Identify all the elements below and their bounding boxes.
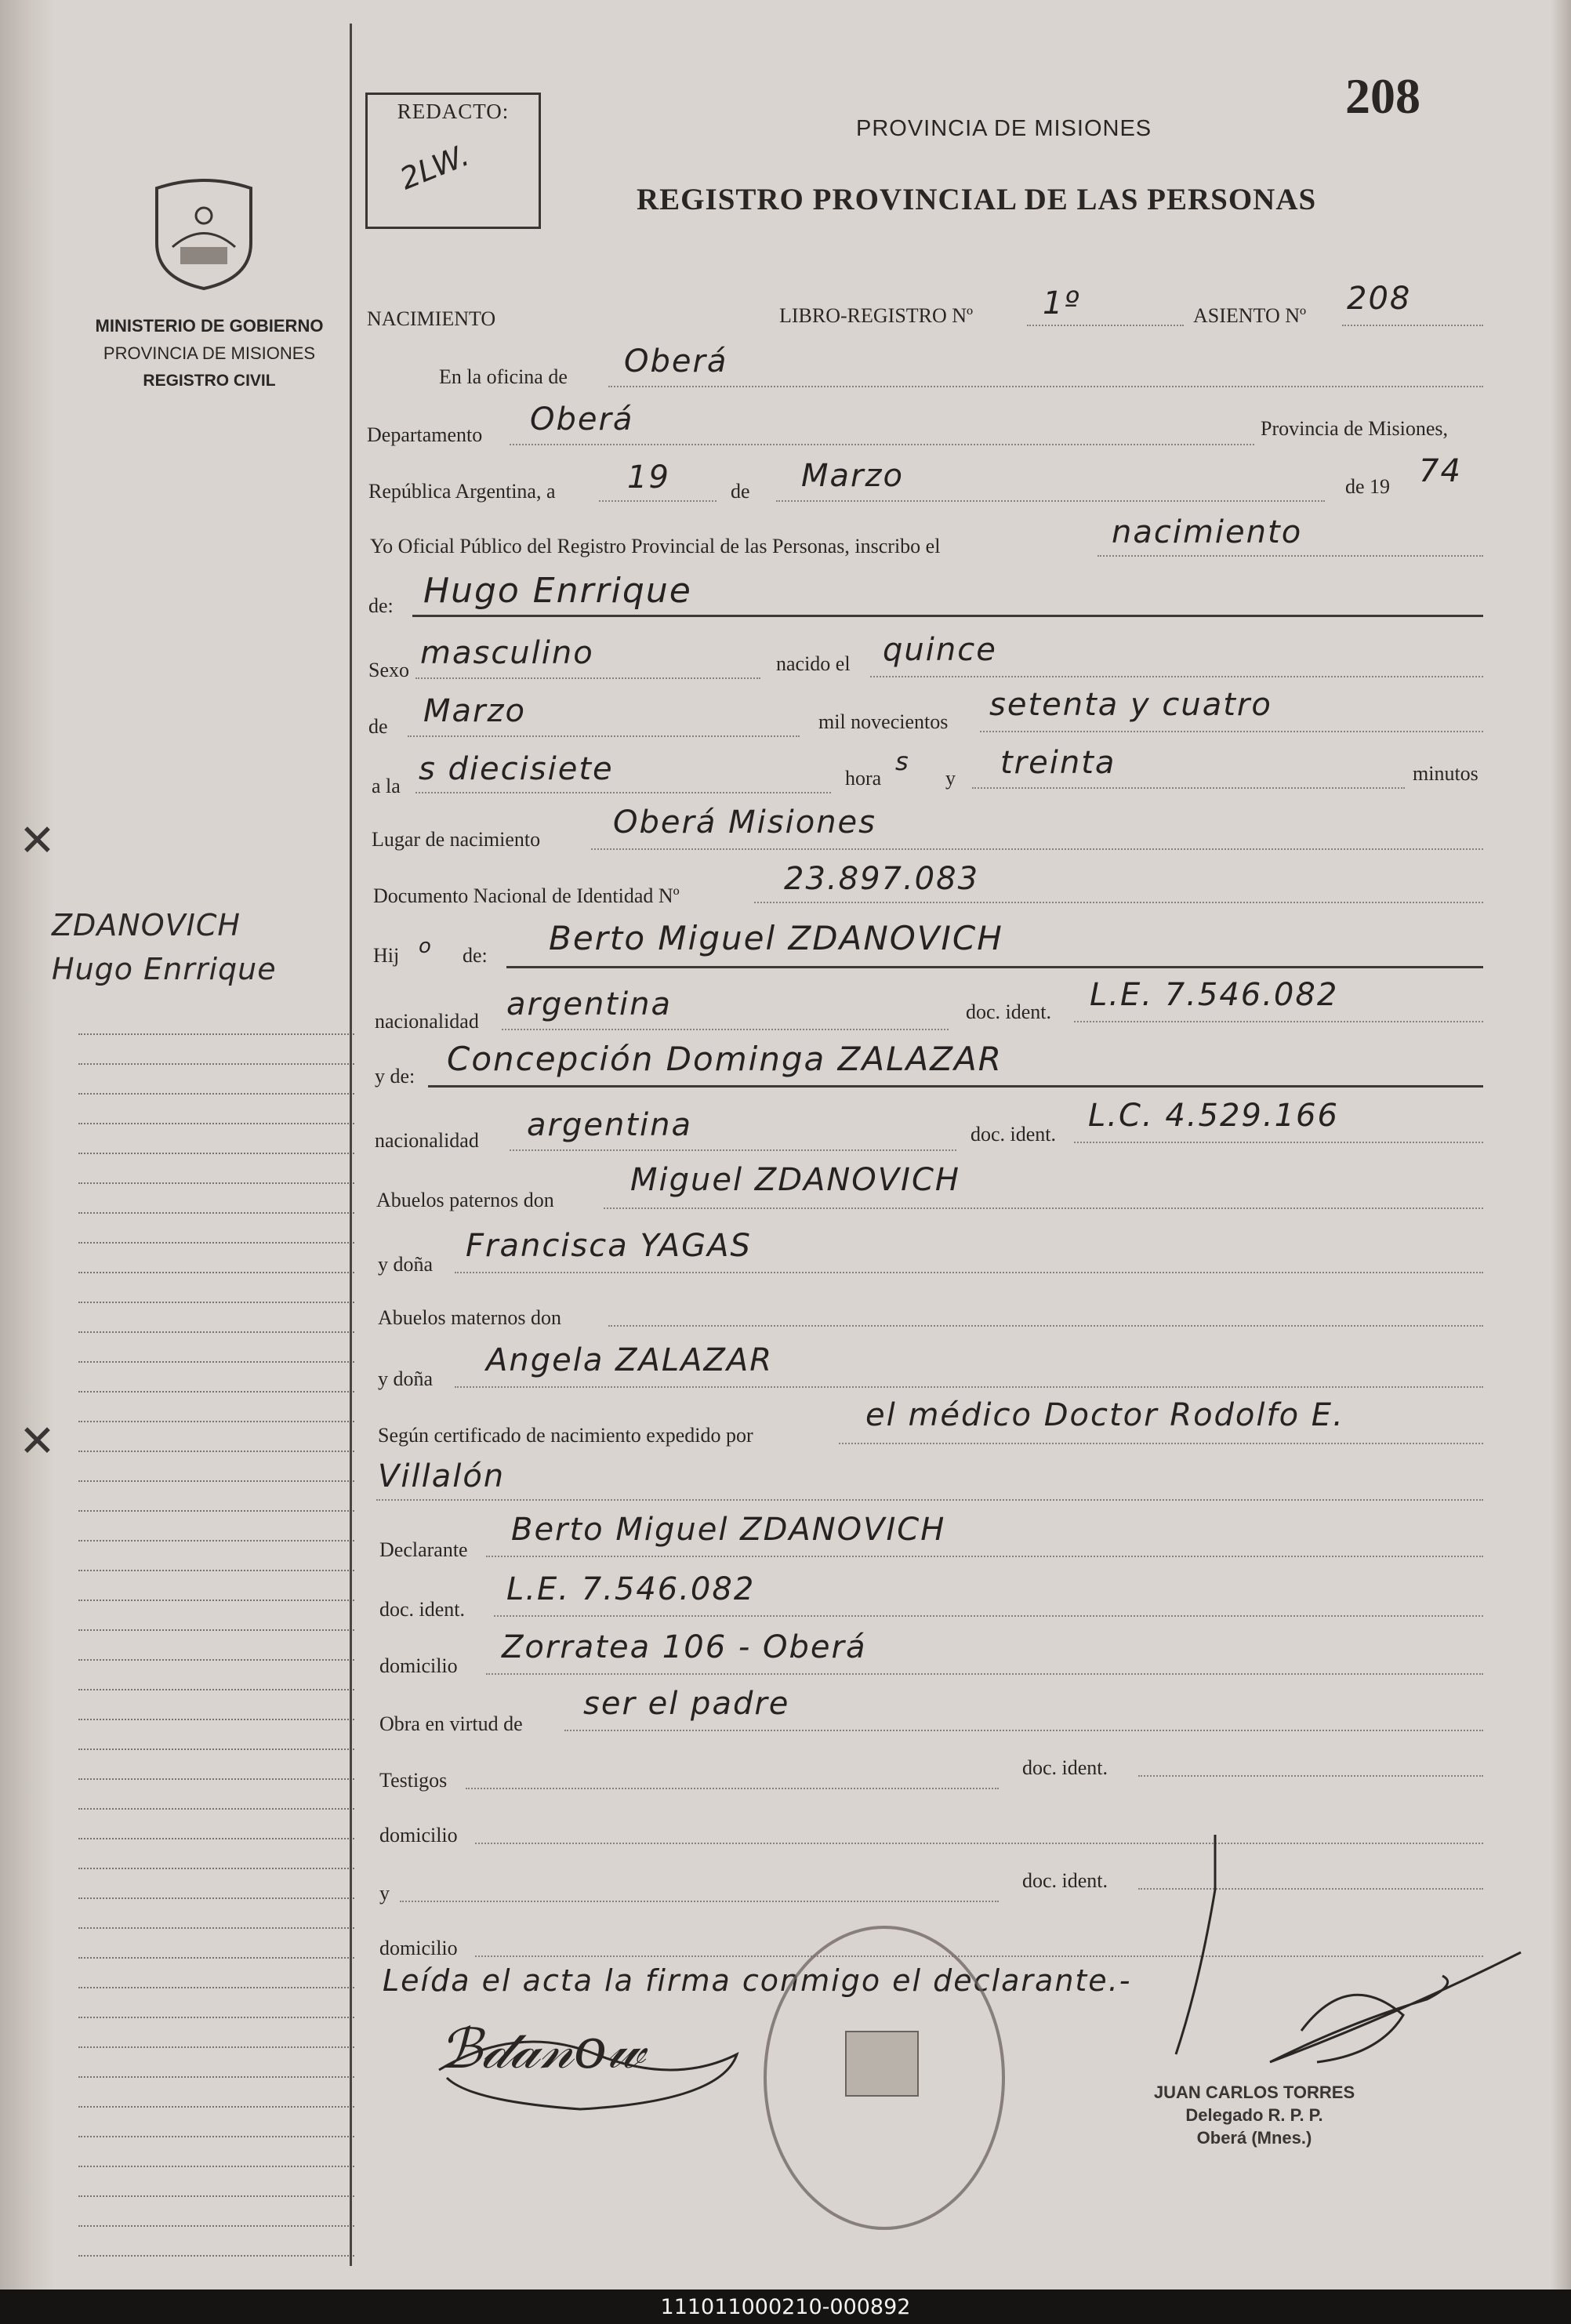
date-year-value: 74	[1419, 453, 1462, 489]
dotted-line	[754, 902, 1483, 903]
mil-label: mil novecientos	[818, 710, 949, 733]
witness2-dom-label: domicilio	[379, 1937, 458, 1959]
paternal-dona-label: y doña	[378, 1253, 434, 1276]
redacto-value: 2LW.	[395, 137, 474, 197]
department-label: Departamento	[367, 423, 483, 446]
dotted-line	[408, 735, 800, 737]
father-doc-value: L.E. 7.546.082	[1090, 977, 1339, 1013]
sidebar-ruled-line	[78, 1302, 354, 1303]
sidebar-ruled-line	[78, 1361, 354, 1363]
asiento-value: 208	[1347, 281, 1412, 317]
province-title: PROVINCIA DE MISIONES	[856, 116, 1152, 141]
dotted-line	[455, 1386, 1483, 1388]
declarant-dom-value: Zorratea 106 - Oberá	[502, 1629, 867, 1665]
dotted-line	[1138, 1775, 1483, 1777]
hij-value: o	[419, 935, 433, 958]
horas-label: hora	[845, 767, 882, 790]
child-name-label: de:	[368, 594, 394, 617]
sidebar-ruled-line	[78, 1033, 354, 1035]
dotted-line	[591, 848, 1483, 850]
sex-label: Sexo	[368, 659, 409, 681]
maternal-dona-label: y doña	[378, 1367, 434, 1390]
time-label: a la	[372, 775, 401, 797]
redacto-box	[365, 93, 541, 229]
mother-doc-value: L.C. 4.529.166	[1088, 1098, 1339, 1134]
dotted-line	[510, 1149, 956, 1151]
time-y-label: y	[945, 767, 956, 790]
sidebar-ruled-line	[78, 2076, 354, 2078]
sidebar-ruled-line	[78, 1153, 354, 1154]
paternal-don-value: Miguel ZDANOVICH	[630, 1162, 960, 1198]
birthplace-value: Oberá Misiones	[613, 804, 877, 841]
sidebar-ruled-line	[78, 1451, 354, 1452]
mother-name: Concepción Dominga ZALAZAR	[447, 1040, 1003, 1078]
dotted-line	[455, 1272, 1483, 1273]
declarant-dom-label: domicilio	[379, 1654, 458, 1677]
sidebar-ruled-line	[78, 1808, 354, 1810]
sidebar-ruled-line	[78, 1212, 354, 1214]
dotted-line	[415, 677, 760, 679]
official-title: Delegado R. P. P.	[1185, 2105, 1323, 2125]
declarant-doc-value: L.E. 7.546.082	[506, 1571, 756, 1607]
ministry-line3: REGISTRO CIVIL	[143, 372, 276, 390]
witness-y-label: y	[379, 1882, 390, 1905]
born-day-words: quince	[883, 632, 997, 668]
office-label: En la oficina de	[439, 365, 568, 388]
birthplace-label: Lugar de nacimiento	[372, 828, 541, 851]
certificate-value: el médico Doctor Rodolfo E.	[865, 1397, 1344, 1433]
document-id-bar	[0, 2290, 1571, 2324]
sidebar-ruled-line	[78, 1689, 354, 1690]
sidebar-ruled-line	[78, 1331, 354, 1333]
dotted-line	[604, 1207, 1483, 1209]
asiento-label: ASIENTO Nº	[1193, 304, 1307, 327]
sidebar-ruled-line	[78, 2046, 354, 2048]
horas-value: s	[895, 746, 910, 776]
declarant-label: Declarante	[379, 1538, 468, 1561]
mother-nationality: argentina	[527, 1107, 692, 1143]
solid-line	[506, 966, 1483, 968]
declarant-value: Berto Miguel ZDANOVICH	[511, 1512, 946, 1548]
ministry-line2: PROVINCIA DE MISIONES	[103, 343, 316, 363]
dotted-line	[400, 1901, 999, 1902]
sidebar-ruled-line	[78, 1421, 354, 1422]
inscribo-label: Yo Oficial Público del Registro Provincial de las Personas, inscribo el	[370, 535, 941, 557]
mother-doc-label: doc. ident.	[971, 1123, 1057, 1146]
minutos-label: minutos	[1413, 762, 1478, 785]
dotted-line	[486, 1556, 1483, 1557]
solid-line	[428, 1085, 1483, 1088]
father-doc-label: doc. ident.	[966, 1000, 1052, 1023]
dni-value: 23.897.083	[784, 861, 980, 897]
sidebar-ruled-line	[78, 1570, 354, 1571]
province-suffix: Provincia de Misiones,	[1261, 417, 1449, 440]
dotted-line	[376, 1499, 1483, 1501]
redacto-label: REDACTO:	[397, 100, 510, 123]
mother-nat-label: nacionalidad	[375, 1129, 479, 1152]
sidebar-ruled-line	[78, 1748, 354, 1750]
dotted-line	[608, 1325, 1483, 1327]
declarant-signature: ℬ𝒹𝒶𝓃𝑜𝓌	[439, 2017, 645, 2081]
dotted-line	[502, 1029, 949, 1030]
birth-minutes-words: treinta	[1000, 745, 1116, 781]
sidebar-ruled-line	[78, 1868, 354, 1869]
book-binding	[0, 0, 55, 2290]
ministry-line1: MINISTERIO DE GOBIERNO	[95, 316, 324, 336]
sidebar-ruled-line	[78, 1510, 354, 1512]
sidebar-ruled-line	[78, 1272, 354, 1273]
dotted-line	[494, 1615, 1483, 1617]
document-id: 111011000210-000892	[660, 2294, 911, 2319]
sidebar-ruled-line	[78, 1659, 354, 1661]
sidebar-ruled-line	[78, 1957, 354, 1959]
sidebar-ruled-line	[78, 1391, 354, 1393]
dotted-line	[564, 1730, 1483, 1731]
virtue-label: Obra en virtud de	[379, 1712, 523, 1735]
page-edge	[1551, 0, 1571, 2290]
dotted-line	[972, 787, 1405, 789]
sidebar-ruled-line	[78, 1123, 354, 1124]
father-name: Berto Miguel ZDANOVICH	[549, 919, 1003, 957]
birth-year-words: setenta y cuatro	[989, 687, 1272, 723]
sidebar-ruled-line	[78, 2166, 354, 2167]
dotted-line	[1074, 1142, 1483, 1143]
dotted-line	[1342, 325, 1483, 326]
mother-label: y de:	[375, 1065, 415, 1088]
sidebar-ruled-line	[78, 2255, 354, 2257]
child-name-value: Hugo Enrrique	[423, 571, 692, 611]
birth-month-label: de	[368, 715, 388, 738]
sidebar-ruled-line	[78, 1480, 354, 1482]
sidebar-ruled-line	[78, 2136, 354, 2137]
witness1-dom-label: domicilio	[379, 1824, 458, 1846]
dotted-line	[415, 792, 831, 793]
official-place: Oberá (Mnes.)	[1196, 2128, 1312, 2148]
solid-line	[412, 615, 1483, 617]
folio-number: 208	[1345, 68, 1420, 124]
dotted-line	[1027, 325, 1184, 326]
dotted-line	[870, 676, 1483, 677]
libro-label: LIBRO-REGISTRO Nº	[779, 304, 974, 327]
maternal-don-label: Abuelos maternos don	[378, 1306, 561, 1329]
sidebar-ruled-line	[78, 1987, 354, 1988]
side-given-name: Hugo Enrrique	[52, 952, 277, 986]
binding-stitch-icon: ✕	[19, 1416, 56, 1467]
birth-month-value: Marzo	[423, 693, 526, 729]
date-prefix: República Argentina, a	[368, 480, 556, 503]
sidebar-ruled-line	[78, 1063, 354, 1065]
hij-label: Hij	[373, 944, 400, 967]
date-year-label: de 19	[1345, 475, 1391, 498]
paternal-don-label: Abuelos paternos don	[376, 1189, 554, 1211]
witness2-doc-label: doc. ident.	[1022, 1869, 1108, 1892]
born-label: nacido el	[776, 652, 851, 675]
dotted-line	[1074, 1021, 1483, 1022]
sidebar-ruled-line	[78, 1778, 354, 1780]
sidebar-ruled-line	[78, 1242, 354, 1244]
sidebar-ruled-line	[78, 1540, 354, 1541]
act-type-label: NACIMIENTO	[367, 307, 496, 330]
dotted-line	[839, 1443, 1483, 1444]
closing-statement: Leída el acta la firma conmigo el declarante.-	[383, 1963, 1132, 1998]
father-nat-label: nacionalidad	[375, 1010, 479, 1033]
side-surname: ZDANOVICH	[52, 908, 241, 942]
testigos-label: Testigos	[379, 1769, 448, 1792]
sex-value: masculino	[420, 635, 594, 671]
dotted-line	[980, 731, 1483, 732]
date-month: Marzo	[801, 458, 904, 494]
sidebar-ruled-line	[78, 1629, 354, 1631]
dotted-line	[510, 444, 1254, 445]
department-value: Oberá	[530, 401, 634, 438]
dni-label: Documento Nacional de Identidad Nº	[373, 884, 680, 907]
sidebar-ruled-line	[78, 2195, 354, 2197]
sidebar-ruled-line	[78, 1093, 354, 1095]
dotted-line	[599, 500, 717, 502]
date-day: 19	[627, 459, 670, 496]
dotted-line	[486, 1673, 1483, 1675]
sidebar-ruled-line	[78, 1927, 354, 1929]
virtue-value: ser el padre	[583, 1686, 790, 1722]
sidebar-ruled-line	[78, 2017, 354, 2018]
father-nationality: argentina	[506, 986, 672, 1022]
inscribo-value: nacimiento	[1112, 514, 1303, 550]
sidebar-ruled-line	[78, 1600, 354, 1601]
certificate-label: Según certificado de nacimiento expedido por	[378, 1424, 753, 1447]
binding-stitch-icon: ✕	[19, 815, 56, 866]
sidebar-ruled-line	[78, 1838, 354, 1839]
paternal-dona-value: Francisca YAGAS	[466, 1228, 752, 1264]
official-name: JUAN CARLOS TORRES	[1153, 2083, 1355, 2102]
registry-title: REGISTRO PROVINCIAL DE LAS PERSONAS	[637, 183, 1317, 216]
maternal-dona-value: Angela ZALAZAR	[486, 1342, 774, 1378]
office-value: Oberá	[624, 343, 728, 379]
dotted-line	[608, 386, 1483, 387]
libro-value: 1º	[1043, 285, 1081, 321]
seal-emblem	[845, 2031, 919, 2097]
sidebar-ruled-line	[78, 1719, 354, 1720]
witness1-doc-label: doc. ident.	[1022, 1756, 1108, 1779]
dotted-line	[466, 1788, 999, 1789]
dotted-line	[1098, 555, 1483, 557]
sidebar-ruled-line	[78, 2225, 354, 2227]
ministry-block	[78, 312, 340, 394]
father-de-label: de:	[463, 944, 488, 967]
declarant-doc-label: doc. ident.	[379, 1598, 466, 1621]
date-de-label: de	[731, 480, 750, 503]
official-signature-flourish-icon	[1145, 1827, 1537, 2093]
dotted-line	[776, 500, 1325, 502]
official-block	[1121, 2081, 1388, 2149]
crest-icon	[149, 172, 259, 290]
certificate-value-cont: Villalón	[378, 1458, 506, 1494]
sidebar-ruled-line	[78, 1182, 354, 1184]
signature-flourish-icon	[423, 2007, 753, 2125]
margin-rule	[350, 24, 352, 2266]
sidebar-ruled-line	[78, 2106, 354, 2108]
sidebar-ruled-line	[78, 1897, 354, 1899]
birth-hour-words: s diecisiete	[419, 751, 614, 787]
